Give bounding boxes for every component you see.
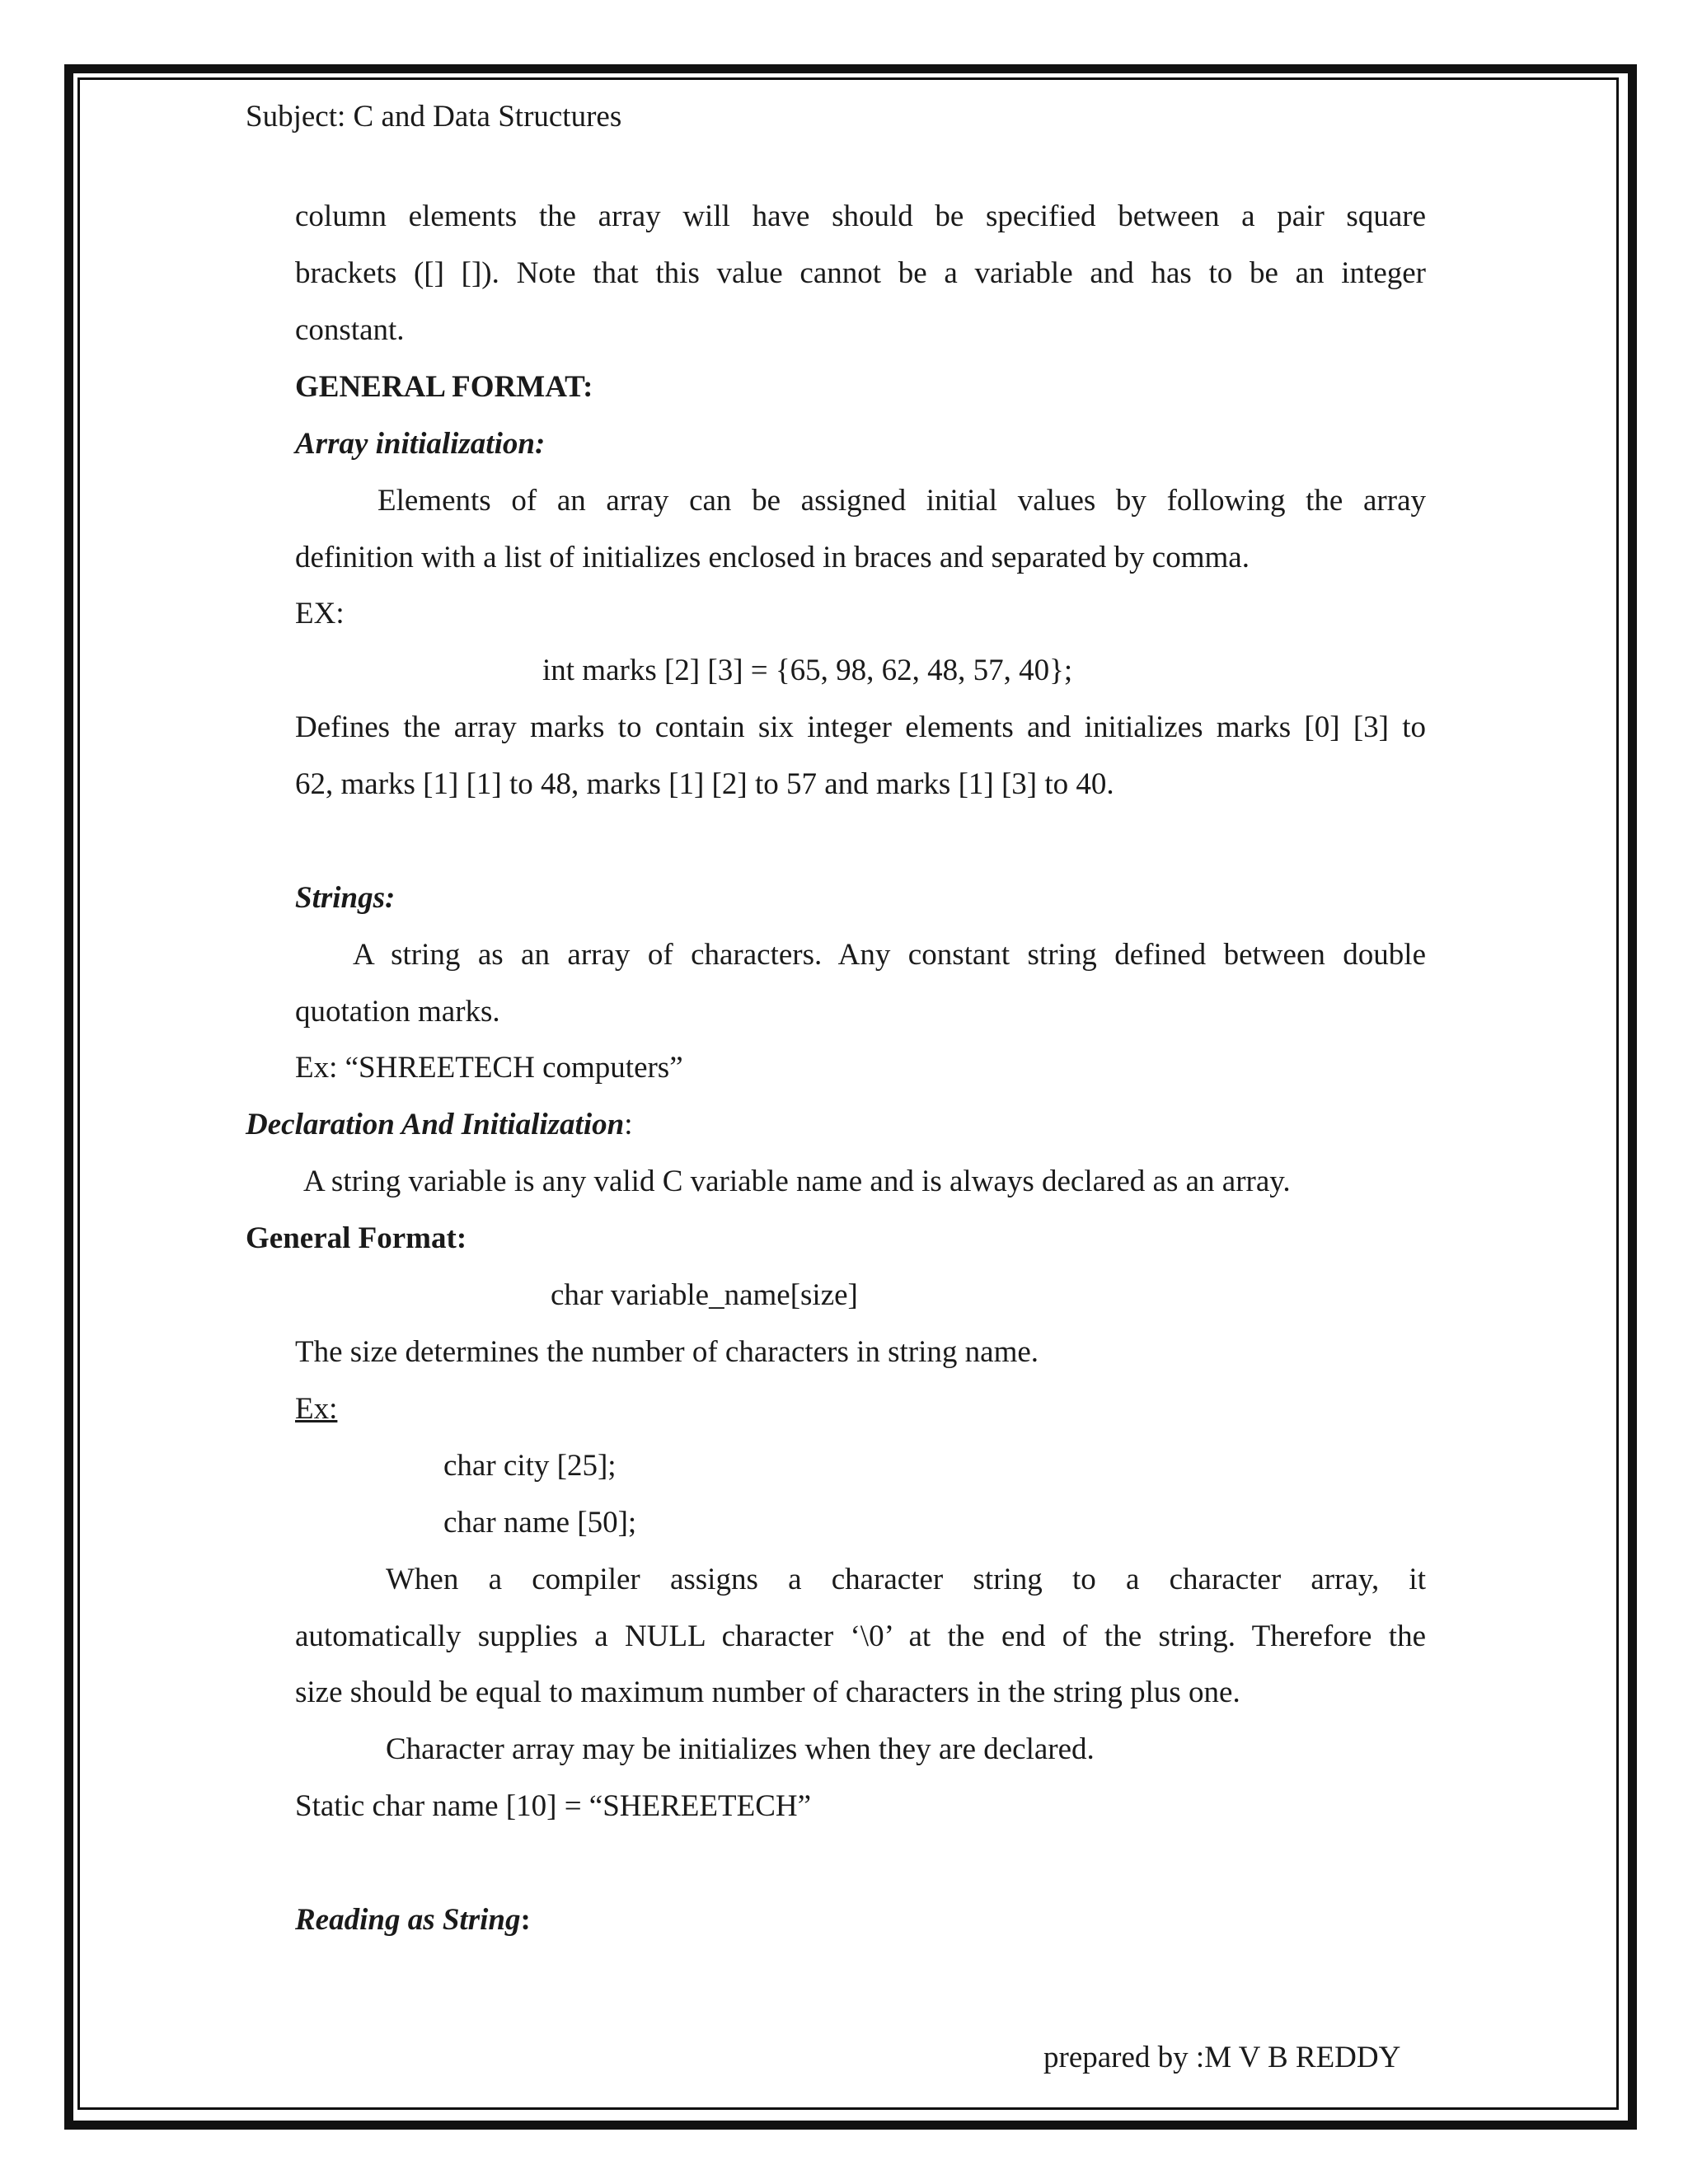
code-line: Static char name [10] = “SHEREETECH” <box>295 1789 812 1823</box>
heading-declaration-and-initialization <box>246 1107 632 1143</box>
paragraph-line: Character array may be initializes when they are declared. <box>386 1732 1095 1766</box>
paragraph-line: 62, marks [1] [1] to 48, marks [1] [2] to 57 and marks [1] [3] to 40. <box>295 767 1114 801</box>
code-line: char name [50]; <box>443 1506 637 1540</box>
example-line: Ex: “SHREETECH computers” <box>295 1051 683 1085</box>
code-line: int marks [2] [3] = {65, 98, 62, 48, 57, 40}; <box>542 654 1073 687</box>
heading-general-format: GENERAL FORMAT: <box>295 370 593 404</box>
paragraph-line: A string as an array of characters. Any constant string defined between double <box>353 938 1426 972</box>
paragraph-line: column elements the array will have should be specified between a pair square <box>295 199 1426 233</box>
heading-declaration-colon: : <box>624 1108 633 1141</box>
paragraph-line: definition with a list of initializes enclosed in braces and separated by comma. <box>295 541 1250 574</box>
paragraph-line: When a compiler assigns a character string to a character array, it <box>386 1563 1426 1596</box>
heading-reading-colon: : <box>520 1903 531 1937</box>
paragraph-line: constant. <box>295 313 405 347</box>
paragraph-line: size should be equal to maximum number of characters in the string plus one. <box>295 1675 1240 1709</box>
paragraph-line: Elements of an array can be assigned initial values by following the array <box>377 484 1426 518</box>
example-label: EX: <box>295 597 345 630</box>
heading-declaration-text: Declaration And Initialization <box>246 1108 625 1141</box>
heading-array-initialization: Array initialization: <box>295 427 546 461</box>
heading-reading-as-string <box>295 1902 531 1938</box>
footer-prepared-by: prepared by :M V B REDDY <box>1043 2041 1401 2074</box>
heading-strings: Strings: <box>295 881 396 915</box>
paragraph-line: brackets ([] []). Note that this value cannot be a variable and has to be an integer <box>295 256 1426 290</box>
code-line: char city [25]; <box>443 1449 617 1483</box>
paragraph-line: Defines the array marks to contain six integer elements and initializes marks [0] [3] to <box>295 710 1426 744</box>
paragraph-line: automatically supplies a NULL character ‘\0’ at the end of the string. Therefore the <box>295 1619 1426 1653</box>
example-label: Ex: <box>295 1392 338 1426</box>
paragraph-line: The size determines the number of characters in string name. <box>295 1335 1039 1369</box>
heading-general-format-2: General Format: <box>246 1221 467 1255</box>
subject-header: Subject: C and Data Structures <box>246 100 622 134</box>
paragraph-line: quotation marks. <box>295 995 500 1029</box>
code-line: char variable_name[size] <box>551 1278 858 1312</box>
heading-reading-text: Reading as String <box>295 1903 521 1937</box>
paragraph-line: A string variable is any valid C variable name and is always declared as an array. <box>303 1165 1291 1198</box>
